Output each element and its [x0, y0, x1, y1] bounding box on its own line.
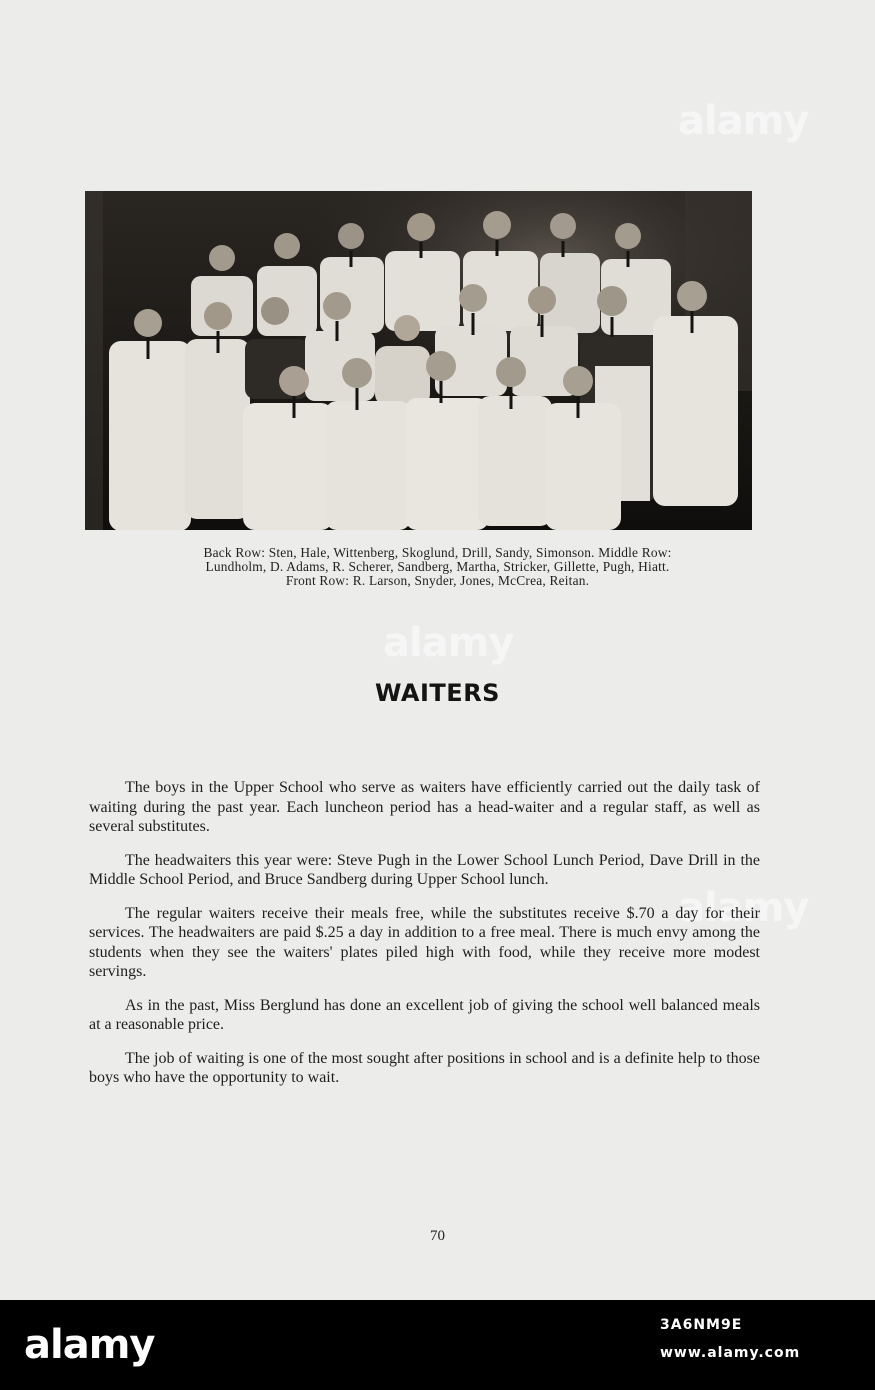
group-photo [85, 191, 752, 530]
paragraph: The job of waiting is one of the most sought after positions in school and is a definite help to those boys who have the opportunity to wait. [89, 1049, 760, 1086]
page-title: WAITERS [375, 679, 500, 707]
paragraph: As in the past, Miss Berglund has done an excellent job of giving the school well balanced meals at a reasonable price. [89, 996, 760, 1033]
caption-back-row: Back Row: Sten, Hale, Wittenberg, Skoglund, Drill, Sandy, Simonson. Middle Row: [203, 545, 672, 560]
watermark-logo: alamy [678, 98, 809, 144]
paragraph: The boys in the Upper School who serve as waiters have efficiently carried out the daily task of waiting during the past year. Each luncheon period has a head-waiter and a regular staff, as well as several substitutes. [89, 779, 760, 835]
caption-middle-row: Lundholm, D. Adams, R. Scherer, Sandberg, Martha, Stricker, Gillette, Pugh, Hiatt. [205, 559, 670, 574]
paragraph: The headwaiters this year were: Steve Pugh in the Lower School Lunch Period, Dave Drill in the Middle School Period, and Bruce Sandberg during Upper School lunch. [89, 851, 760, 888]
site-url: www.alamy.com [660, 1345, 801, 1361]
article-body [89, 778, 760, 1102]
watermark-footer [0, 1300, 875, 1390]
page-number: 70 [430, 1228, 445, 1244]
photo-caption [70, 546, 805, 588]
alamy-logo: alamy [24, 1322, 155, 1368]
image-id: 3A6NM9E [660, 1317, 743, 1333]
paragraph: The regular waiters receive their meals free, while the substitutes receive $.70 a day for their services. The headwaiters are paid $.25 a day in addition to a free meal. There is much envy among the students when they see the waiters' plates piled high with food, while they receive more modest servings. [89, 904, 760, 980]
caption-front-row: Front Row: R. Larson, Snyder, Jones, McCrea, Reitan. [285, 573, 590, 588]
watermark-logo: alamy [678, 885, 809, 931]
group-photo-image [85, 191, 752, 530]
watermark-logo: alamy [383, 620, 514, 666]
